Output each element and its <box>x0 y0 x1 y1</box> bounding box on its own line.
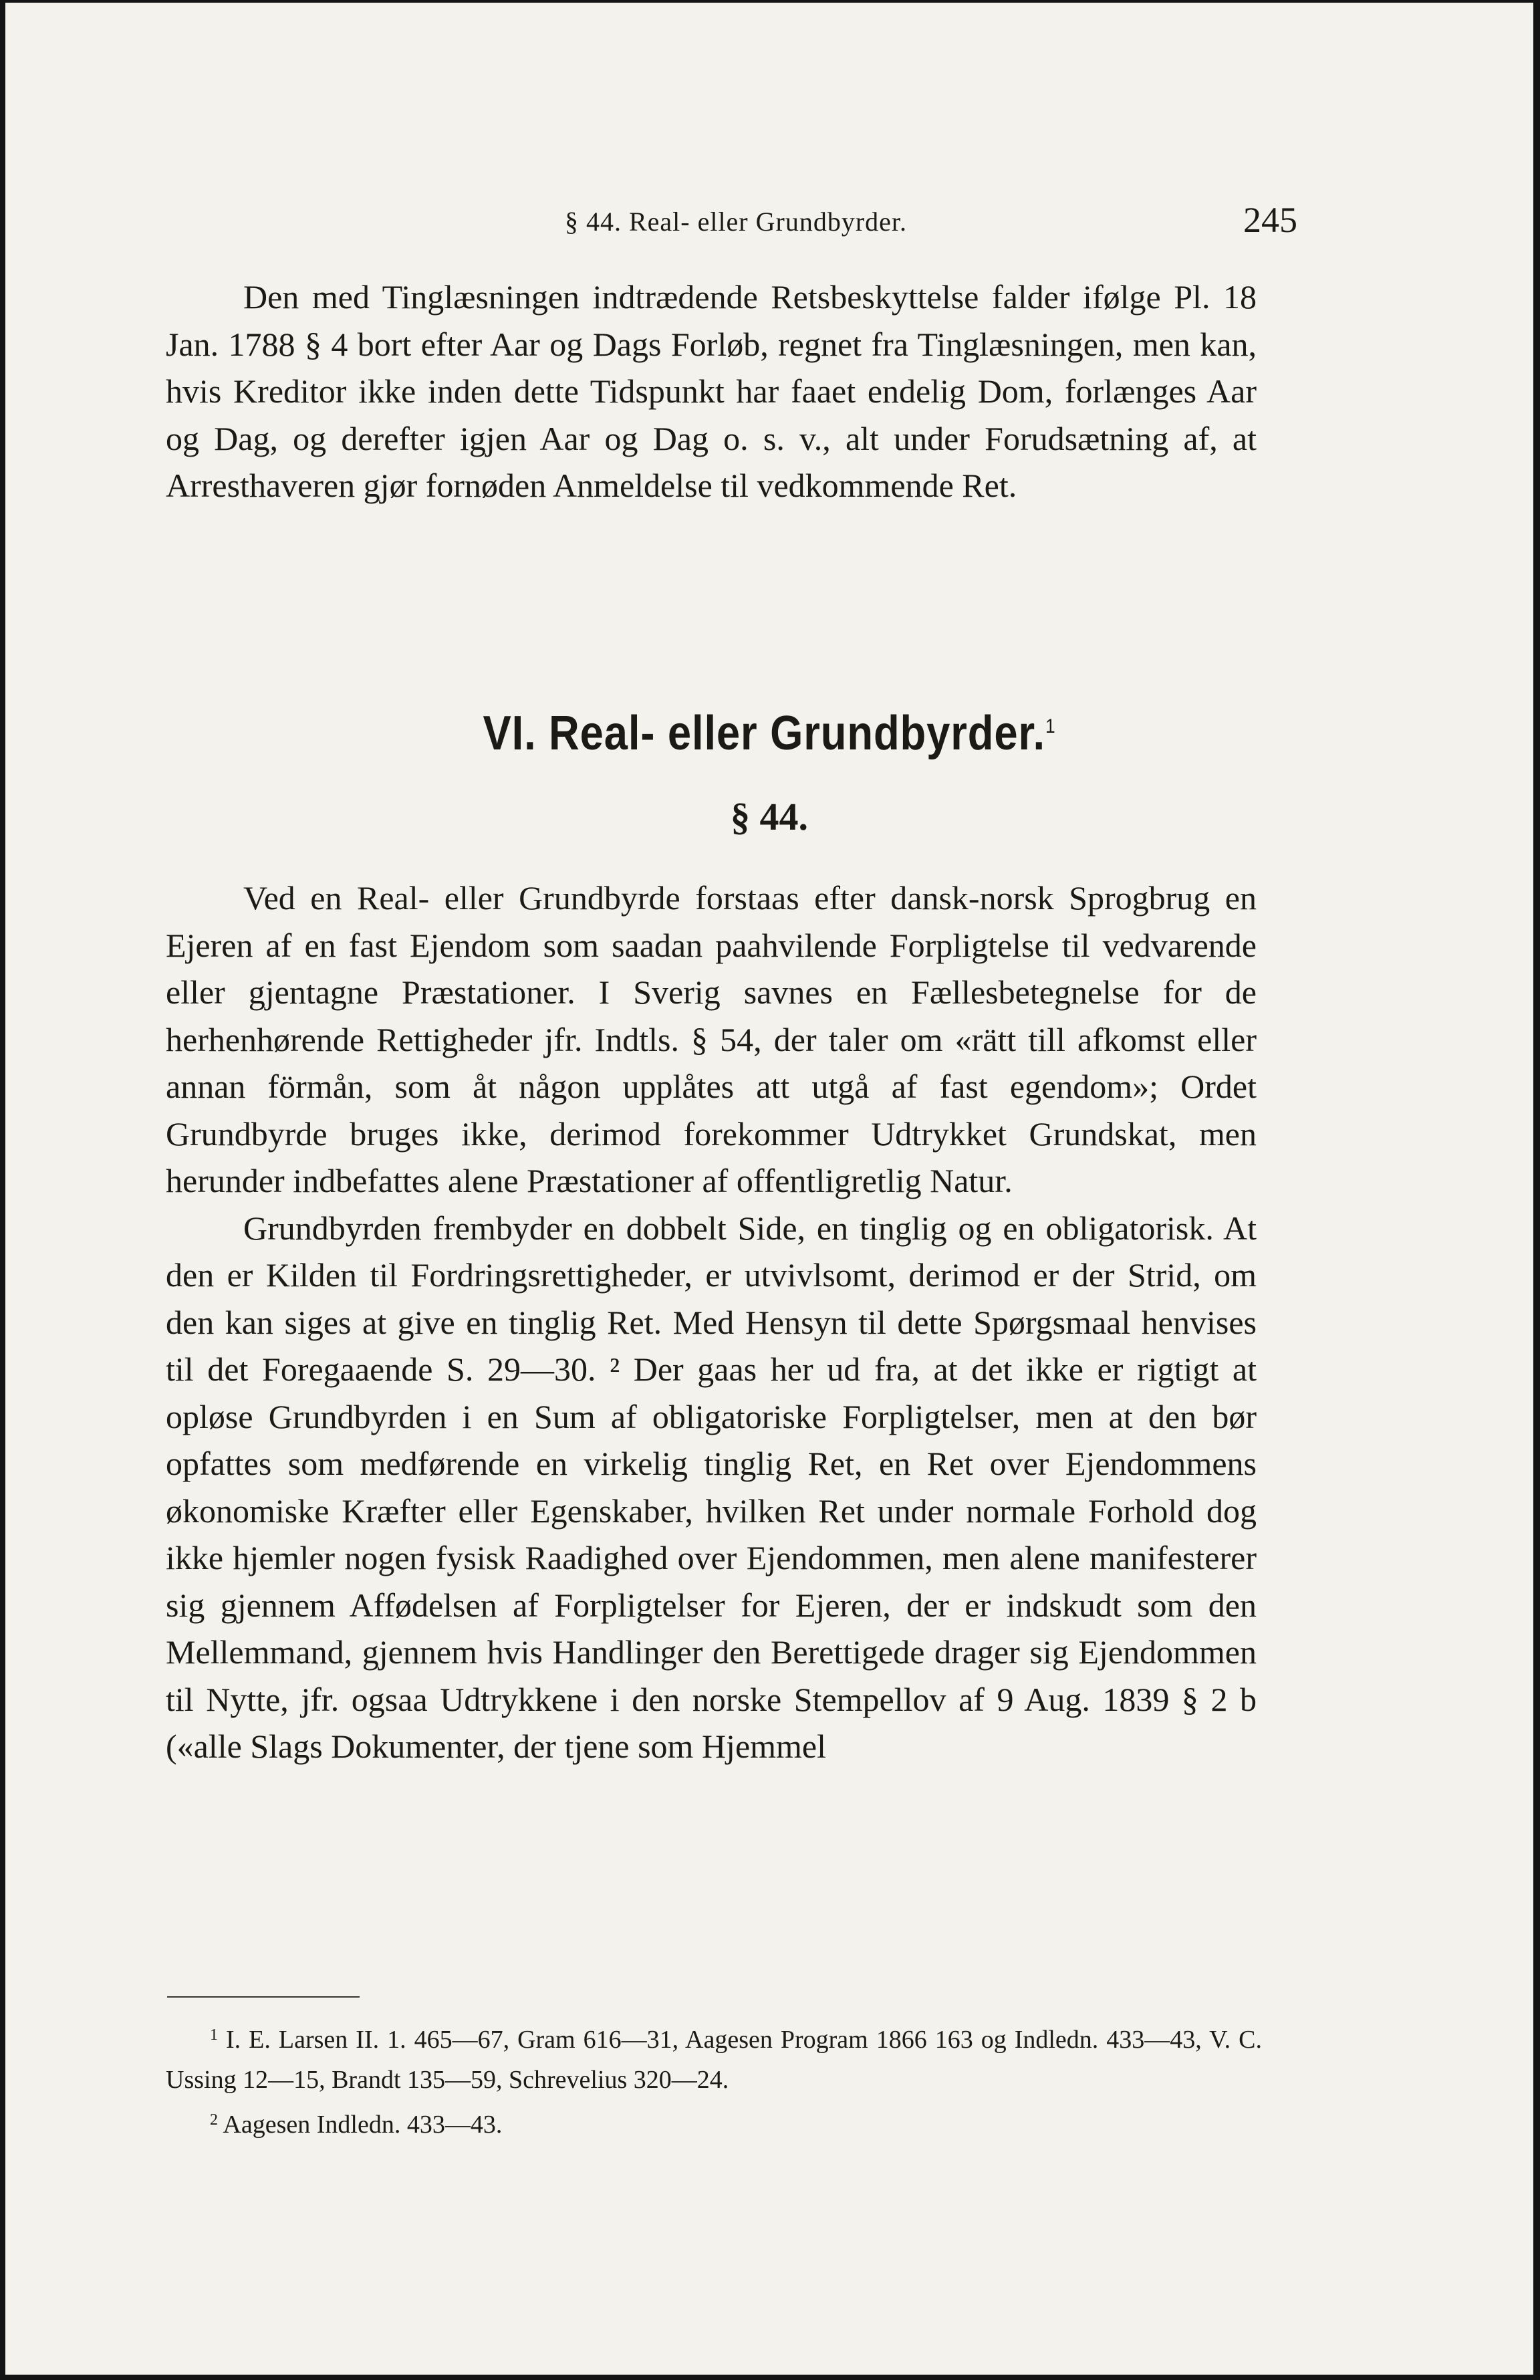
chapter-heading-text: VI. Real- eller Grundbyrder. <box>483 707 1045 760</box>
body-text <box>166 874 1257 1770</box>
running-header <box>174 199 1297 253</box>
intro-paragraph: Den med Tinglæsningen indtrædende Retsbeskyttelse falder ifølge Pl. 18 Jan. 1788 § 4 bort efter Aar og Dags Forløb, regnet fra Tinglæsningen, men kan, hvis Kreditor ikke inden dette Tidspunkt har faaet endelig Dom, forlænges Aar og Dag, og derefter igjen Aar og Dag o. s. v., alt under Forudsætning af, at Arresthaveren gjør fornøden Anmeldelse til vedkommende Ret. <box>166 278 1257 504</box>
page-number: 245 <box>1243 200 1297 240</box>
body-paragraph: Grundbyrden frembyder en dobbelt Side, en tinglig og en obligatorisk. At den er Kilden til Fordringsrettigheder, er utvivlsomt, derimod er der Strid, om den kan siges at give en tinglig Ret. Med Hensyn til dette Spørgsmaal henvises til det Foregaaende S. 29—30. ² Der gaas her ud fra, at det ikke er rigtigt at opløse Grundbyrden i en Sum af obligatoriske Forpligtelser, men at den bør opfattes som medførende en virkelig tinglig Ret, en Ret over Ejendommens økonomiske Kræfter eller Egenskaber, hvilken Ret under normale Forhold dog ikke hjemler nogen fysisk Raadighed over Ejendommen, men alene manifesterer sig gjennem Affødelsen af Forpligtelser for Ejeren, der er indskudt som den Mellemmand, gjennem hvis Handlinger den Berettigede drager sig Ejendommen til Nytte, jfr. ogsaa Udtrykkene i den norske Stempellov af 9 Aug. 1839 § 2 b («alle Slags Dokumenter, der tjene som Hjemmel <box>166 1209 1257 1765</box>
running-title: § 44. Real- eller Grundbyrder. <box>564 207 908 237</box>
book-page <box>5 3 1533 2375</box>
chapter-heading <box>97 706 1442 761</box>
footnote-mark: 2 <box>210 2111 218 2129</box>
footnote-text: I. E. Larsen II. 1. 465—67, Gram 616—31, Aagesen Program 1866 163 og Indledn. 433—43, V. C. Ussing 12—15, Brandt 135—59, Schrevelius 320—24. <box>166 2026 1263 2094</box>
footnote-2 <box>166 2100 1262 2145</box>
footnote-text: Aagesen Indledn. 433—43. <box>223 2111 503 2139</box>
chapter-footnote-ref: 1 <box>1045 715 1056 737</box>
footnote-1 <box>166 2015 1262 2100</box>
footnote-mark: 1 <box>210 2026 218 2044</box>
intro-paragraph-block <box>166 273 1257 509</box>
footnotes <box>166 2015 1262 2145</box>
section-number: § 44. <box>731 795 808 838</box>
footnote-separator <box>167 1996 360 1998</box>
body-paragraph: Ved en Real- eller Grundbyrde forstaas efter dansk-norsk Sprogbrug en Ejeren af en fast Ejendom som saadan paahvilende Forpligtelse til vedvarende eller gjentagne Præstationer. I Sverig savnes en Fællesbetegnelse for de herhenhørende Rettigheder jfr. Indtls. § 54, der taler om «rätt till afkomst eller annan förmån, som åt någon upplåtes att utgå af fast egendom»; Ordet Grundbyrde bruges ikke, derimod forekommer Udtrykket Grundskat, men herunder indbefattes alene Præstationer af offentligretlig Natur. <box>166 879 1257 1199</box>
